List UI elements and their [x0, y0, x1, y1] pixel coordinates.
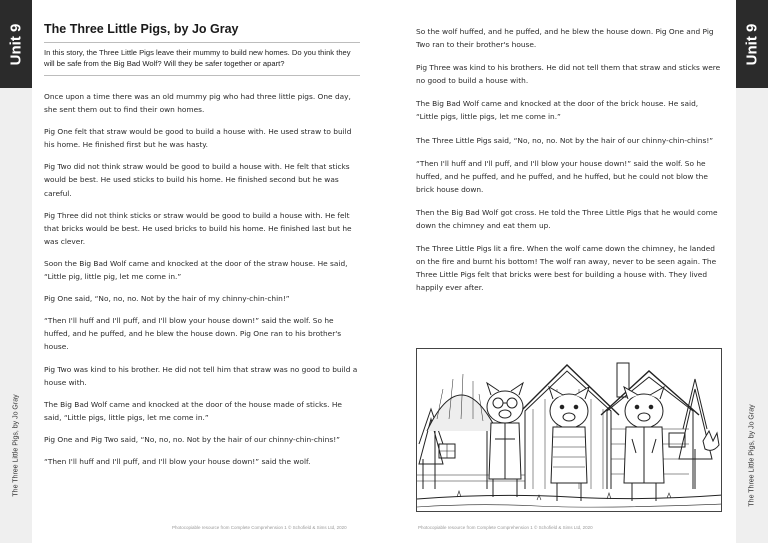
story-paragraph: Once upon a time there was an old mummy pig who had three little pigs. One day, she sent them out to find their own homes.: [44, 92, 351, 115]
story-paragraph: “Then I'll huff and I'll puff, and I'll blow your house down!” said the wolf. So he huffed, and he puffed, and he puffed, and he huffed, but he could not blow the brick house down.: [416, 158, 708, 194]
copyright-footer-right: Photocopiable resource from Complete Comprehension 1 © Schofield & Sims Ltd, 2020: [418, 525, 593, 530]
story-paragraph: The Three Little Pigs lit a fire. When the wolf came down the chimney, he landed on the fire and burnt his bottom! The wolf ran away, never to be seen again. The Three Little Pigs felt that bricks were best for building a house with. They lived happily ever after.: [416, 244, 717, 293]
unit-tab-left: [0, 0, 32, 543]
story-paragraph: Pig Two did not think straw would be good to build a house with. He felt that sticks would be best. He used sticks to build his home. He finished second but he was careful.: [44, 162, 350, 198]
side-title-left: The Three Little Pigs, by Jo Gray: [12, 393, 20, 497]
story-paragraph: Pig One and Pig Two said, “No, no, no. Not by the hair of our chinny-chin-chins!”: [44, 434, 340, 444]
story-paragraph: Pig Three did not think sticks or straw would be good to build a house with. He felt that bricks would be best. He used bricks to build his home. He finished last but he was clever.: [44, 210, 352, 246]
unit-tab-right: [736, 0, 768, 543]
story-paragraph: Pig Three was kind to his brothers. He did not tell them that straw and sticks were no good to build a house with.: [416, 63, 721, 86]
story-paragraph: Pig One said, “No, no, no. Not by the hair of my chinny-chin-chin!”: [44, 294, 290, 304]
story-paragraph: “Then I'll huff and I'll puff, and I'll blow your house down!” said the wolf.: [44, 456, 311, 466]
three-pigs-illustration: [416, 348, 722, 512]
side-title-right: The Three Little Pigs, by Jo Gray: [748, 403, 756, 507]
story-paragraph: The Big Bad Wolf came and knocked at the door of the brick house. He said, “Little pigs, little pigs, let me come in.”: [416, 99, 699, 122]
story-paragraph: Pig Two was kind to his brother. He did not tell him that straw was no good to build a house with.: [44, 364, 358, 387]
story-title: The Three Little Pigs, by Jo Gray: [44, 22, 239, 36]
story-paragraph: Then the Big Bad Wolf got cross. He told the Three Little Pigs that he would come down the chimney and eat them up.: [416, 207, 718, 231]
right-page: [416, 25, 721, 305]
intro-text: In this story, the Three Little Pigs leave their mummy to build new homes. Do you think they will be safe from the Big Bad Wolf? Will they be safer together or apart?: [44, 48, 351, 68]
story-paragraph: So the wolf huffed, and he puffed, and he blew the house down. Pig One and Pig Two ran to their brother's house.: [416, 27, 714, 50]
unit-label-right: Unit 9: [743, 23, 761, 65]
story-paragraph: “Then I'll huff and I'll puff, and I'll blow your house down!” said the wolf. So he huffed, and he puffed, and he blew the house down. Pig One ran to his brother's house.: [44, 316, 342, 352]
story-paragraph: Soon the Big Bad Wolf came and knocked at the door of the straw house. He said, “Little pig, little pig, let me come in.”: [44, 258, 348, 282]
left-page: [44, 22, 360, 477]
unit-label-left: Unit 9: [7, 23, 25, 65]
intro-box: [44, 42, 360, 76]
copyright-footer-left: Photocopiable resource from Complete Comprehension 1 © Schofield & Sims Ltd, 2020: [172, 525, 347, 530]
illustration-drawing: [417, 349, 722, 512]
story-paragraph: Pig One felt that straw would be good to build a house with. He used straw to build his home. He finished first but he was hasty.: [44, 127, 352, 150]
story-paragraph: The Big Bad Wolf came and knocked at the door of the house made of sticks. He said, “Little pigs, little pigs, let me come in.”: [44, 399, 342, 422]
story-paragraph: The Three Little Pigs said, “No, no, no. Not by the hair of our chinny-chin-chins!”: [416, 135, 714, 145]
